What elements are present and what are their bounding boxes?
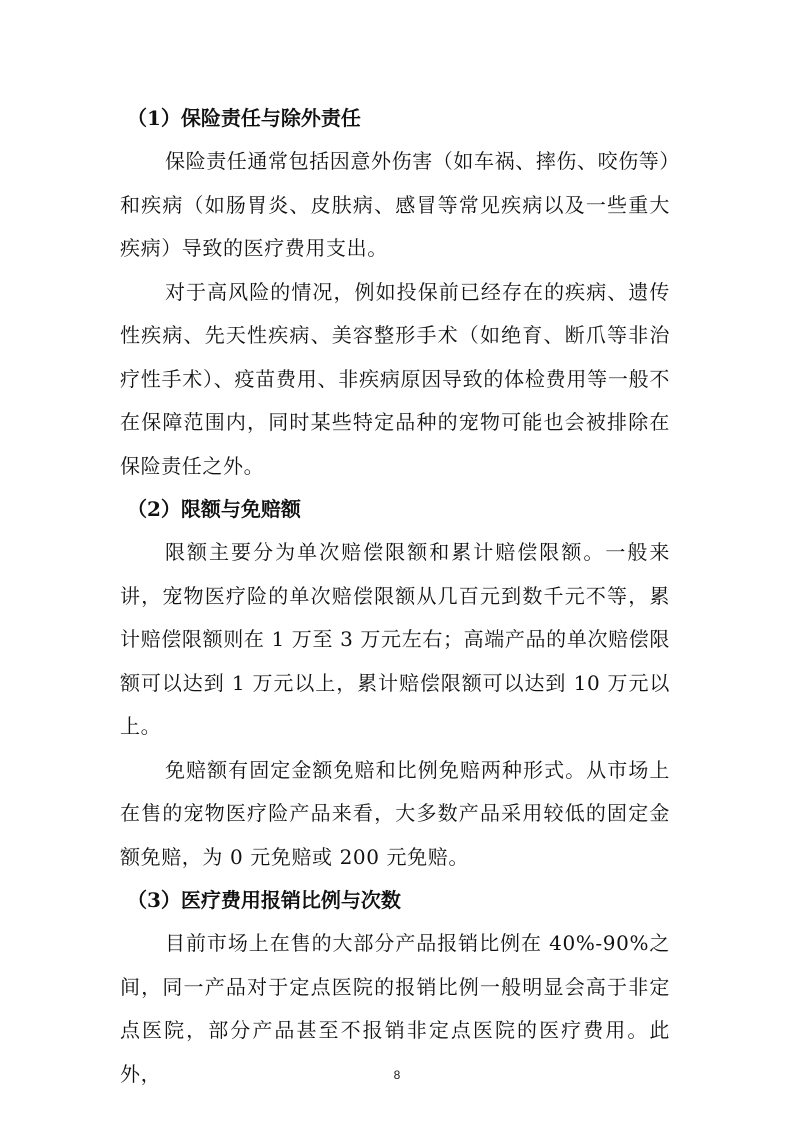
paragraph-exclusions: 对于高风险的情况，例如投保前已经存在的疾病、遗传性疾病、先天性疾病、美容整形手术（如绝育、断爪等非治疗性手术）、疫苗费用、非疾病原因导致的体检费用等一般不在保障范围内，同时某些特定品种的宠物可能也会被排除在保险责任之外。	[120, 279, 670, 478]
page-number: 8	[393, 1068, 401, 1082]
paragraph-insurance-coverage: 保险责任通常包括因意外伤害（如车祸、摔伤、咬伤等）和疾病（如肠胃炎、皮肤病、感冒等常见疾病以及一些重大疾病）导致的医疗费用支出。	[120, 149, 670, 260]
document-body	[120, 97, 670, 1096]
paragraph-deductibles: 免赔额有固定金额免赔和比例免赔两种形式。从市场上在售的宠物医疗险产品来看，大多数产品采用较低的固定金额免赔，为 0 元免赔或 200 元免赔。	[120, 757, 670, 869]
paragraph-limits: 限额主要分为单次赔偿限额和累计赔偿限额。一般来讲，宠物医疗险的单次赔偿限额从几百元到数千元不等，累计赔偿限额则在 1 万至 3 万元左右；高端产品的单次赔偿限额可以达到 1 万元以上，累计赔偿限额可以达到 10 万元以上。	[120, 540, 670, 738]
section-heading-3: （3）医疗费用报销比例与次数	[127, 888, 401, 912]
section-heading-2: （2）限额与免赔额	[127, 497, 301, 521]
paragraph-reimbursement: 目前市场上在售的大部分产品报销比例在 40%-90%之间，同一产品对于定点医院的报销比例一般明显会高于非定点医院，部分产品甚至不报销非定点医院的医疗费用。此外，	[120, 931, 670, 1086]
section-heading-1: （1）保险责任与除外责任	[127, 106, 361, 130]
